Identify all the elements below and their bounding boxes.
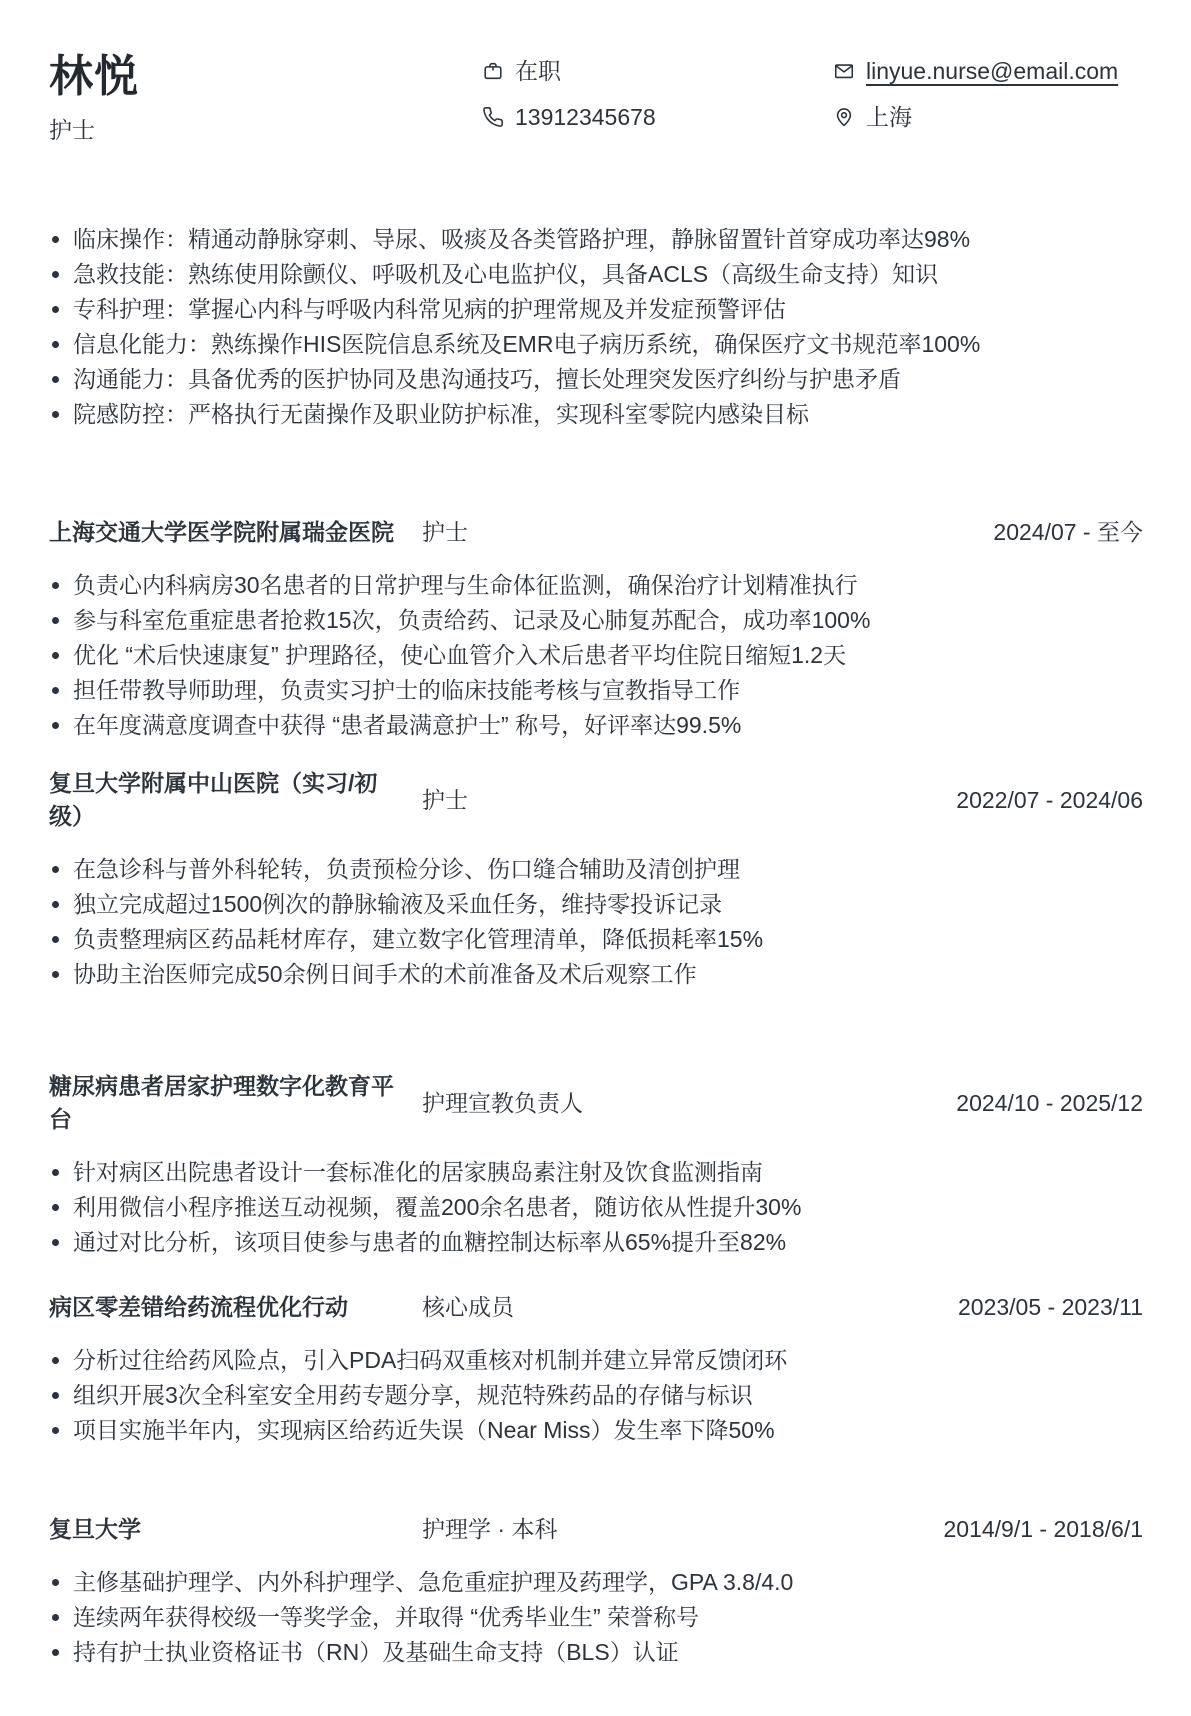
- project-bullet: 项目实施半年内，实现病区给药近失误（Near Miss）发生率下降50%: [49, 1413, 1143, 1448]
- skill-item: 沟通能力：具备优秀的医护协同及患沟通技巧，擅长处理突发医疗纠纷与护患矛盾: [49, 362, 1143, 397]
- project-name: 糖尿病患者居家护理数字化教育平台: [49, 1073, 394, 1133]
- date-range: 2014/9/1 - 2018/6/1: [943, 1516, 1143, 1543]
- education-entry: [49, 1513, 1143, 1670]
- job-role: 护士: [422, 786, 468, 813]
- company-name: 上海交通大学医学院附属瑞金医院: [49, 519, 394, 546]
- experience-entry-header: [49, 516, 1143, 549]
- experience-bullets: [49, 852, 1143, 992]
- experience-bullet: 独立完成超过1500例次的静脉输液及采血任务，维持零投诉记录: [49, 887, 1143, 922]
- date-range: 2024/07 - 至今: [993, 519, 1143, 546]
- skills-section: [49, 222, 1143, 432]
- experience-entry-header: [49, 767, 1143, 833]
- project-entry: [49, 1291, 1143, 1448]
- experience-section: [49, 516, 1143, 992]
- experience-bullet: 协助主治医师完成50余例日间手术的术前准备及术后观察工作: [49, 957, 1143, 992]
- experience-bullet: 在急诊科与普外科轮转，负责预检分诊、伤口缝合辅助及清创护理: [49, 852, 1143, 887]
- project-role: 护理宣教负责人: [422, 1089, 583, 1116]
- experience-bullet: 在年度满意度调查中获得 “患者最满意护士” 称号，好评率达99.5%: [49, 708, 1143, 743]
- skills-list: [49, 222, 1143, 432]
- skill-item: 专科护理：掌握心内科与呼吸内科常见病的护理常规及并发症预警评估: [49, 292, 1143, 327]
- education-section: [49, 1513, 1143, 1670]
- experience-bullet: 优化 “术后快速康复” 护理路径，使心血管介入术后患者平均住院日缩短1.2天: [49, 638, 1143, 673]
- school-name: 复旦大学: [49, 1516, 141, 1543]
- experience-entry: [49, 767, 1143, 992]
- location-row: [833, 104, 1143, 130]
- project-entry: [49, 1070, 1143, 1260]
- education-bullet: 持有护士执业资格证书（RN）及基础生命支持（BLS）认证: [49, 1635, 1143, 1670]
- date-range: 2022/07 - 2024/06: [956, 786, 1143, 813]
- email-link[interactable]: linyue.nurse@email.com: [866, 58, 1119, 84]
- phone-icon: [482, 106, 504, 128]
- job-role: 护士: [422, 519, 468, 546]
- skill-item: 信息化能力：熟练操作HIS医院信息系统及EMR电子病历系统，确保医疗文书规范率100%: [49, 327, 1143, 362]
- project-bullets: [49, 1155, 1143, 1260]
- contact-column-left: [482, 54, 833, 130]
- location-text: 上海: [866, 104, 912, 130]
- envelope-icon: [833, 60, 855, 82]
- employment-status: 在职: [515, 58, 561, 84]
- company-name: 复旦大学附属中山医院（实习/初级）: [49, 770, 378, 830]
- project-role: 核心成员: [422, 1294, 514, 1321]
- experience-bullet: 负责心内科病房30名患者的日常护理与生命体征监测，确保治疗计划精准执行: [49, 568, 1143, 603]
- experience-bullet: 担任带教导师助理，负责实习护士的临床技能考核与宣教指导工作: [49, 673, 1143, 708]
- project-bullet: 针对病区出院患者设计一套标准化的居家胰岛素注射及饮食监测指南: [49, 1155, 1143, 1190]
- candidate-name: 林悦: [49, 52, 139, 101]
- experience-bullets: [49, 568, 1143, 743]
- date-range: 2024/10 - 2025/12: [956, 1089, 1143, 1116]
- project-entry-header: [49, 1070, 1143, 1136]
- email-row: [833, 58, 1143, 84]
- project-name: 病区零差错给药流程优化行动: [49, 1294, 348, 1321]
- experience-bullet: 参与科室危重症患者抢救15次，负责给药、记录及心肺复苏配合，成功率100%: [49, 603, 1143, 638]
- phone-number: 13912345678: [515, 104, 656, 130]
- experience-entry: [49, 516, 1143, 743]
- project-bullet: 组织开展3次全科室安全用药专题分享，规范特殊药品的存储与标识: [49, 1378, 1143, 1413]
- skill-item: 临床操作：精通动静脉穿刺、导尿、吸痰及各类管路护理，静脉留置针首穿成功率达98%: [49, 222, 1143, 257]
- identity-block: [49, 54, 482, 143]
- phone-row: [482, 104, 833, 130]
- date-range: 2023/05 - 2023/11: [957, 1294, 1143, 1321]
- project-bullet: 利用微信小程序推送互动视频，覆盖200余名患者，随访依从性提升30%: [49, 1190, 1143, 1225]
- skill-item: 院感防控：严格执行无菌操作及职业防护标准，实现科室零院内感染目标: [49, 397, 1143, 432]
- project-bullet: 分析过往给药风险点，引入PDA扫码双重核对机制并建立异常反馈闭环: [49, 1343, 1143, 1378]
- skill-item: 急救技能：熟练使用除颤仪、呼吸机及心电监护仪，具备ACLS（高级生命支持）知识: [49, 257, 1143, 292]
- project-bullet: 通过对比分析，该项目使参与患者的血糖控制达标率从65%提升至82%: [49, 1225, 1143, 1260]
- projects-section: [49, 1070, 1143, 1448]
- education-entry-header: [49, 1513, 1143, 1546]
- experience-bullet: 负责整理病区药品耗材库存，建立数字化管理清单，降低损耗率15%: [49, 922, 1143, 957]
- briefcase-icon: [482, 60, 504, 82]
- education-bullet: 主修基础护理学、内外科护理学、急危重症护理及药理学，GPA 3.8/4.0: [49, 1565, 1143, 1600]
- degree: 护理学 · 本科: [422, 1516, 558, 1543]
- project-bullets: [49, 1343, 1143, 1448]
- education-bullet: 连续两年获得校级一等奖学金，并取得 “优秀毕业生” 荣誉称号: [49, 1600, 1143, 1635]
- location-pin-icon: [833, 106, 855, 128]
- resume-header: [49, 54, 1143, 143]
- contact-column-right: [833, 54, 1143, 130]
- candidate-title: 护士: [49, 117, 95, 144]
- project-entry-header: [49, 1291, 1143, 1324]
- education-bullets: [49, 1565, 1143, 1670]
- employment-status-row: [482, 58, 833, 84]
